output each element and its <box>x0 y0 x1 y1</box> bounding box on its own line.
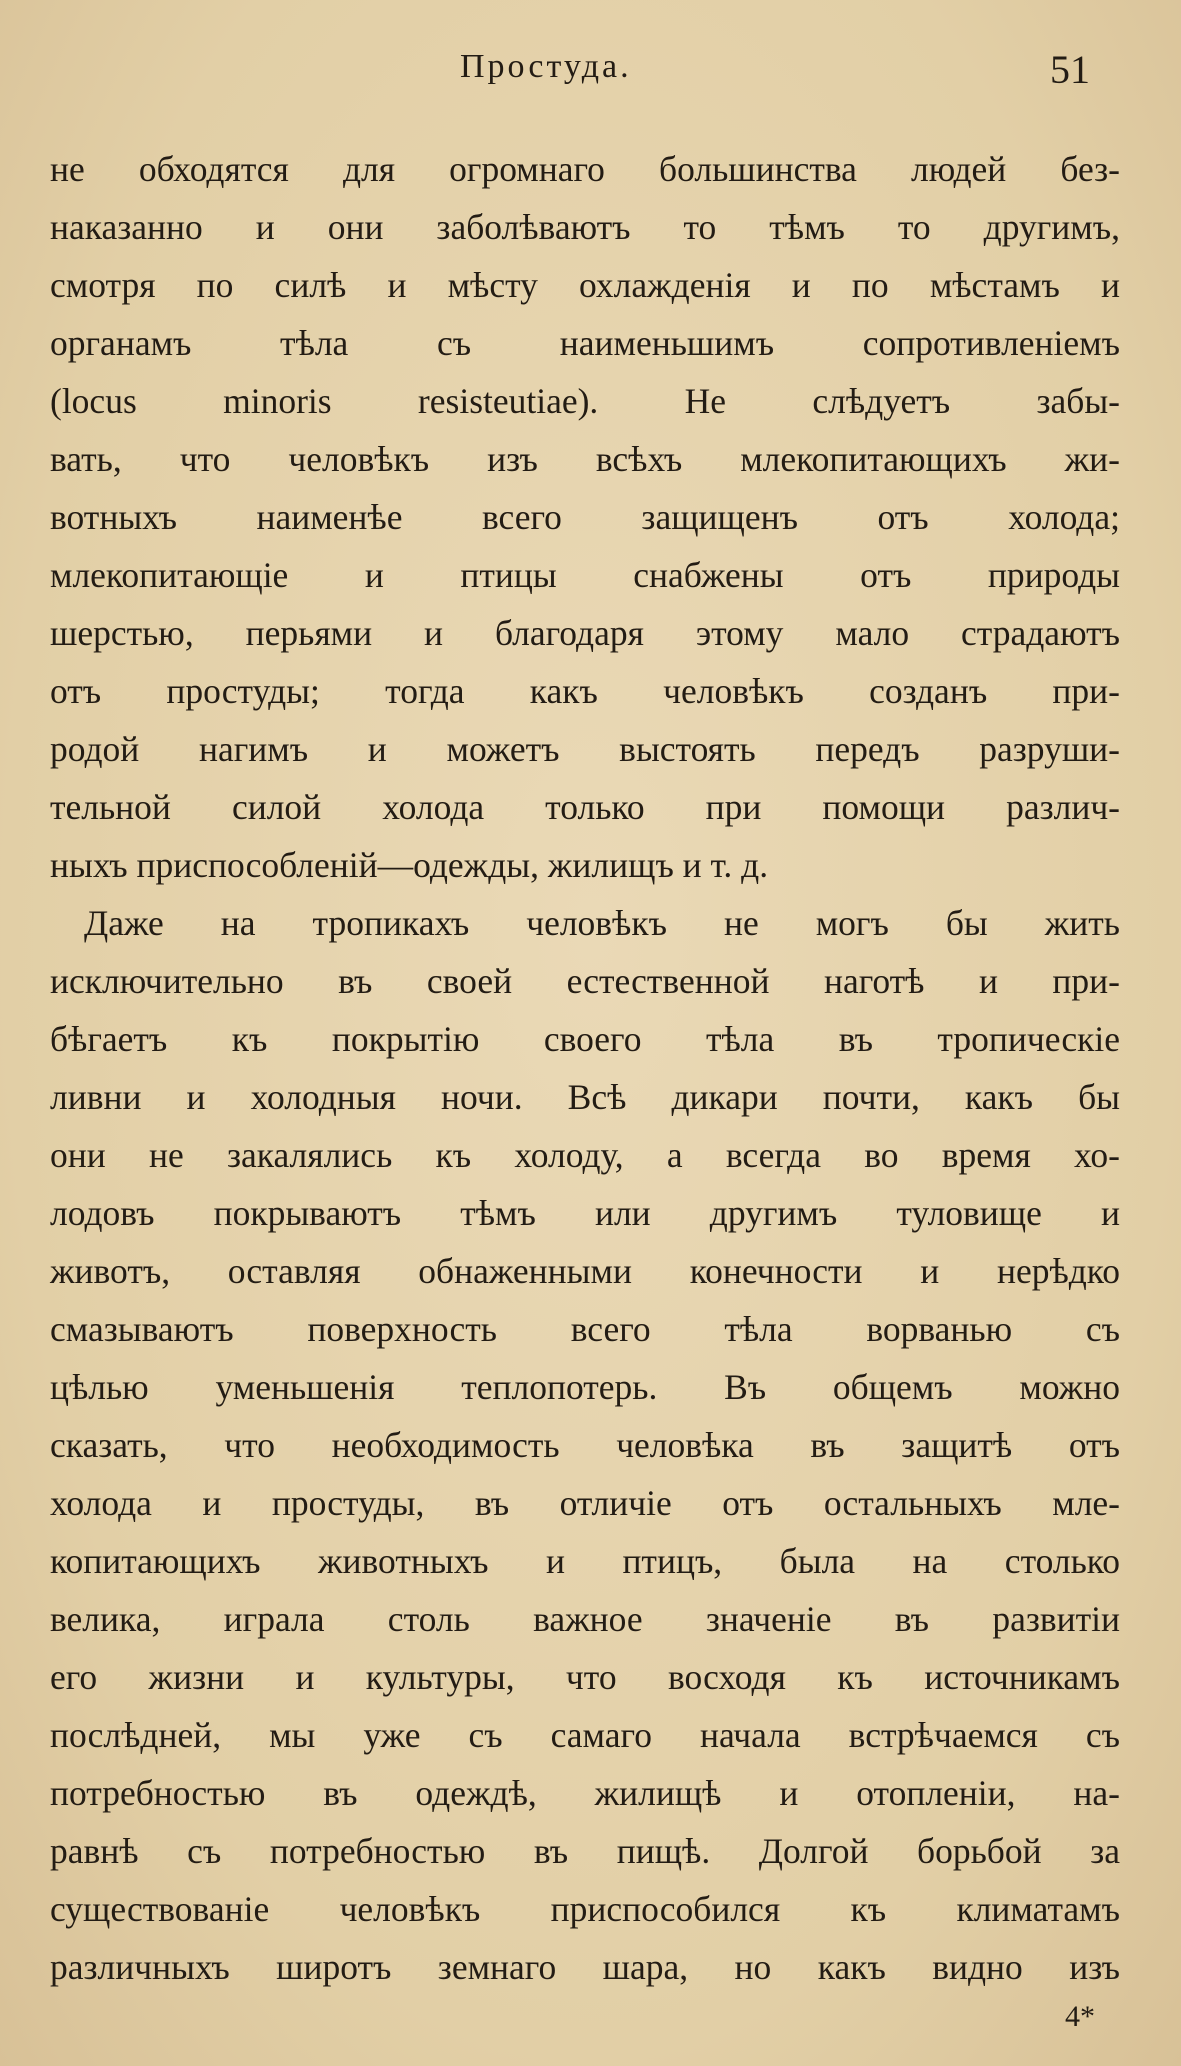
text-line: органамъ тѣла съ наименьшимъ сопротивленіемъ <box>50 323 1120 363</box>
text-line: млекопитающіе и птицы снабжены отъ природы <box>50 555 1120 595</box>
text-line: животъ, оставляя обнаженными конечности и нерѣдко <box>50 1251 1120 1291</box>
printer-signature-mark: 4* <box>1065 2000 1095 2033</box>
text-line: смотря по силѣ и мѣсту охлажденія и по мѣстамъ и <box>50 265 1120 305</box>
body-text <box>50 140 1120 1996</box>
text-line: послѣдней, мы уже съ самаго начала встрѣчаемся съ <box>50 1715 1120 1755</box>
text-line: они не закалялись къ холоду, а всегда во время хо- <box>50 1135 1120 1175</box>
text-line: тельной силой холода только при помощи различ- <box>50 787 1120 827</box>
text-line: отъ простуды; тогда какъ человѣкъ созданъ при- <box>50 671 1120 711</box>
text-line: бѣгаетъ къ покрытію своего тѣла въ тропическіе <box>50 1019 1120 1059</box>
page-number: 51 <box>1050 47 1090 92</box>
paragraph-start-line: Даже на тропикахъ человѣкъ не могъ бы жить <box>84 903 1120 943</box>
text-line: ливни и холодныя ночи. Всѣ дикари почти, какъ бы <box>50 1077 1120 1117</box>
text-line: ныхъ приспособленій—одежды, жилищъ и т. д. <box>50 845 769 885</box>
running-title: Простуда. <box>460 48 632 85</box>
text-line: исключительно въ своей естественной наготѣ и при- <box>50 961 1120 1001</box>
text-line: потребностью въ одеждѣ, жилищѣ и отопленіи, на- <box>50 1773 1120 1813</box>
text-line: родой нагимъ и можетъ выстоять передъ разруши- <box>50 729 1120 769</box>
text-line: (locus minoris resisteutiae). Не слѣдуетъ забы- <box>50 381 1120 421</box>
text-line: вотныхъ наименѣе всего защищенъ отъ холода; <box>50 497 1120 537</box>
text-line: сказать, что необходимость человѣка въ защитѣ отъ <box>50 1425 1120 1465</box>
text-line: цѣлью уменьшенія теплопотерь. Въ общемъ можно <box>50 1367 1120 1407</box>
text-line: различныхъ широтъ земнаго шара, но какъ видно изъ <box>50 1947 1120 1987</box>
text-line: холода и простуды, въ отличіе отъ остальныхъ мле- <box>50 1483 1120 1523</box>
text-line: шерстью, перьями и благодаря этому мало страдаютъ <box>50 613 1120 653</box>
text-line: существованіе человѣкъ приспособился къ климатамъ <box>50 1889 1120 1929</box>
text-line: лодовъ покрываютъ тѣмъ или другимъ туловище и <box>50 1193 1120 1233</box>
page-header <box>0 48 1181 98</box>
text-line: его жизни и культуры, что восходя къ источникамъ <box>50 1657 1120 1697</box>
text-line: велика, играла столь важное значеніе въ развитіи <box>50 1599 1120 1639</box>
text-line: копитающихъ животныхъ и птицъ, была на столько <box>50 1541 1120 1581</box>
text-line: смазываютъ поверхность всего тѣла ворванью съ <box>50 1309 1120 1349</box>
text-line: вать, что человѣкъ изъ всѣхъ млекопитающихъ жи- <box>50 439 1120 479</box>
text-line: не обходятся для огромнаго большинства людей без- <box>50 149 1120 189</box>
text-line: наказанно и они заболѣваютъ то тѣмъ то другимъ, <box>50 207 1120 247</box>
text-line: равнѣ съ потребностью въ пищѣ. Долгой борьбой за <box>50 1831 1120 1871</box>
